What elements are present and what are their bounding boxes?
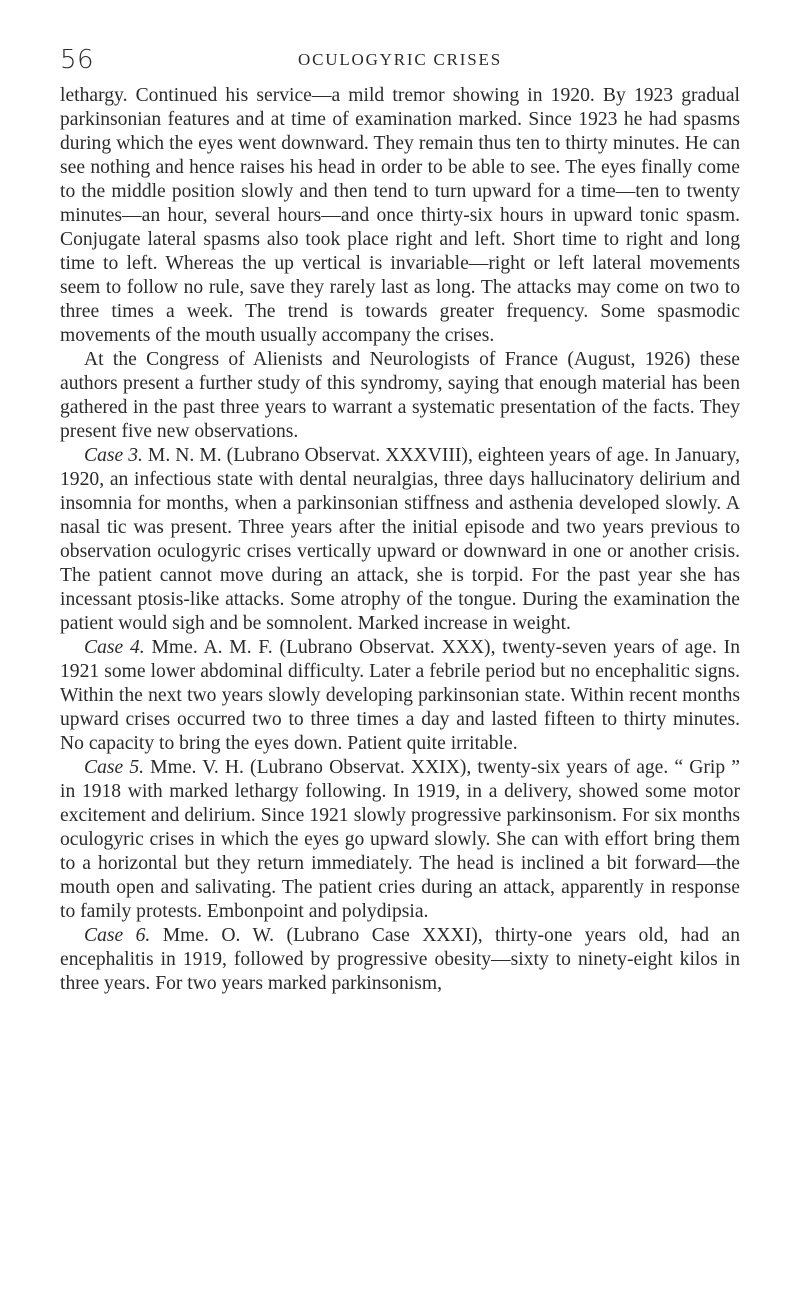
paragraph-congress [60, 348, 740, 444]
case-label: Case 3. [84, 445, 143, 466]
paragraph-text: M. N. M. (Lubrano Observat. XXXVIII), eighteen years of age. In January, 1920, an infectious state with dental neuralgias, three days hallucinatory delirium and insomnia for months, when a parkinsonian stiffness and asthenia developed slowly. A nasal tic was present. Three years after the initial episode and two years previous to observation oculogyric crises vertically upward or downward in one or another crisis. The patient cannot move during an attack, she is torpid. For the past year she has incessant ptosis-like attacks. Some atrophy of the tongue. During the examination the patient would sigh and be somnolent. Marked increase in weight. [60, 445, 740, 634]
body-text [60, 84, 740, 996]
case-label: Case 5. [84, 757, 145, 778]
paragraph-text: lethargy. Continued his service—a mild tremor showing in 1920. By 1923 gradual parkinsonian features and at time of examination marked. Since 1923 he had spasms during which the eyes went downward. They remain thus ten to thirty minutes. He can see nothing and hence raises his head in order to be able to see. The eyes finally come to the middle position slowly and then tend to turn upward for a time—ten to twenty minutes—an hour, several hours—and once thirty-six hours in upward tonic spasm. Conjugate lateral spasms also took place right and left. Short time to right and long time to left. Whereas the up vertical is invariable—right or left lateral movements seem to follow no rule, save they rarely last as long. The attacks may come on two to three times a week. The trend is towards greater frequency. Some spasmodic movements of the mouth usually accompany the crises. [60, 85, 740, 346]
case-label: Case 4. [84, 637, 145, 658]
paragraph-text: Mme. A. M. F. (Lubrano Observat. XXX), twenty-seven years of age. In 1921 some lower abdominal difficulty. Later a febrile period but no encephalitic signs. Within the next two years slowly developing parkinsonian state. Within recent months upward crises occurred two to three times a day and lasted fifteen to thirty minutes. No capacity to bring the eyes down. Patient quite irritable. [60, 637, 740, 754]
case-label: Case 6. [84, 925, 151, 946]
paragraph-text: At the Congress of Alienists and Neurologists of France (August, 1926) these authors present a further study of this syndromy, saying that enough material has been gathered in the past three years to warrant a systematic presentation of the facts. They present five new observations. [60, 349, 740, 442]
paragraph-text: Mme. V. H. (Lubrano Observat. XXIX), twenty-six years of age. “ Grip ” in 1918 with marked lethargy following. In 1919, in a delivery, showed some motor excitement and delirium. Since 1921 slowly progressive parkinsonism. For six months oculogyric crises in which the eyes go upward slowly. She can with effort bring them to a horizontal but they return immediately. The head is inclined a bit forward—the mouth open and salivating. The patient cries during an attack, apparently in response to family protests. Embonpoint and polydipsia. [60, 757, 740, 922]
page-header [60, 40, 740, 80]
paragraph-case-3 [60, 444, 740, 636]
paragraph-text: Mme. O. W. (Lubrano Case XXXI), thirty-one years old, had an encephalitis in 1919, followed by progressive obesity—sixty to ninety-eight kilos in three years. For two years marked parkinsonism, [60, 925, 740, 994]
paragraph-case-5 [60, 756, 740, 924]
paragraph-continued [60, 84, 740, 348]
page-number: 56 [60, 45, 95, 75]
paragraph-case-4 [60, 636, 740, 756]
running-head: OCULOGYRIC CRISES [298, 50, 502, 69]
paragraph-case-6 [60, 924, 740, 996]
